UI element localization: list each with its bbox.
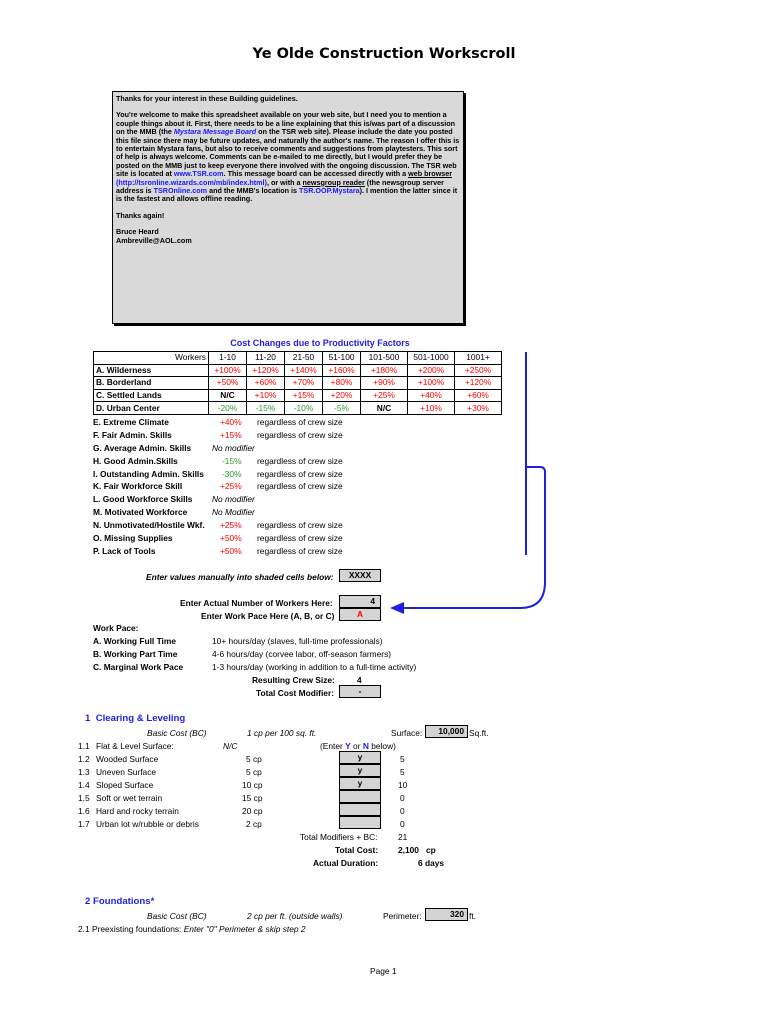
item-yn-input[interactable] <box>339 790 381 803</box>
modifier-value: +50% <box>220 546 242 556</box>
column-header: 101-500 <box>361 352 408 365</box>
modifier-label: I. Outstanding Admin. Skills <box>93 469 204 479</box>
pace-option-desc: 1-3 hours/day (working in addition to a full-time activity) <box>212 662 417 672</box>
web-browser-link[interactable]: web browser <box>408 169 453 179</box>
item-number: 1.5 <box>78 793 90 803</box>
cell: +60% <box>455 389 502 402</box>
cell: +160% <box>323 364 361 377</box>
modifier-note: regardless of crew size <box>257 430 343 440</box>
basic-cost-value: 2 cp per ft. (outside walls) <box>247 911 343 921</box>
productivity-heading: Cost Changes due to Productivity Factors <box>230 338 410 348</box>
modifier-value: No modifier <box>212 494 255 504</box>
item-label: Sloped Surface <box>96 780 154 790</box>
cell: +100% <box>408 377 455 390</box>
duration-value: 6 days <box>418 858 445 868</box>
item-yn-input[interactable] <box>339 816 381 829</box>
note-body: You're welcome to make this spreadsheet available on your web site, but I need you to mention a couple things about it. First, there needs to be a line explaining that this is/was part of a discussion on the MMB (the Mystara Message Board on the TSR web site). Please include the date you posted this file since there may be future updates, and naturally the author's name. The reason I offer this is to entertain Mystara fans, but also to receive comments and suggestions from playtesters. This sort of help is always welcome. Comments can be e-mailed to me directly, but I would prefer they be posted on the MMB just to keep everyone there involved with the ongoing discussion. The TSR web site is located at www.TSR.com. This message board can be accessed directly with a web browser (http://tsronline.wizards.com/mb/index.html), or with a newsgroup reader (the newsgroup server address is TSROnline.com and the MMB's location is TSR.OOP.Mystara). I mention the latter since it is the fastest and allows offline reading. <box>116 110 460 204</box>
column-header: 501-1000 <box>408 352 455 365</box>
surface-label: Surface: <box>391 728 423 738</box>
cell: +40% <box>408 389 455 402</box>
cell: N/C <box>209 389 247 402</box>
modifier-value: No Modifier <box>212 507 255 517</box>
item-number: 1.4 <box>78 780 90 790</box>
column-header: 21-50 <box>285 352 323 365</box>
crew-size-label: Resulting Crew Size: <box>252 675 335 685</box>
item-label: Hard and rocky terrain <box>96 806 179 816</box>
item-number: 1.2 <box>78 754 90 764</box>
item-number: 1.3 <box>78 767 90 777</box>
modifier-value: +15% <box>220 430 242 440</box>
total-modifiers-label: Total Modifiers + BC: <box>300 832 378 842</box>
modifier-note: regardless of crew size <box>257 417 343 427</box>
item-yn-input[interactable]: y <box>339 764 381 777</box>
crew-size-value: 4 <box>357 675 362 685</box>
modifier-label: P. Lack of Tools <box>93 546 156 556</box>
cell: +120% <box>455 377 502 390</box>
basic-cost-value: 1 cp per 100 sq. ft. <box>247 728 317 738</box>
workers-input[interactable]: 4 <box>339 595 381 608</box>
cell: +120% <box>247 364 285 377</box>
modifier-label: M. Motivated Workforce <box>93 507 188 517</box>
item-result: 0 <box>400 793 405 803</box>
cell: +25% <box>361 389 408 402</box>
item-label: Uneven Surface <box>96 767 157 777</box>
cost-modifier-label: Total Cost Modifier: <box>256 688 335 698</box>
modifier-value: -15% <box>222 456 242 466</box>
pace-label: Enter Work Pace Here (A, B, or C) <box>201 611 335 621</box>
modifier-label: K. Fair Workforce Skill <box>93 481 183 491</box>
section-foundations-heading: 2 Foundations* <box>85 896 155 907</box>
modifier-value: +50% <box>220 533 242 543</box>
modifier-value: -30% <box>222 469 242 479</box>
total-cost-label: Total Cost: <box>335 845 379 855</box>
perimeter-unit: ft. <box>469 911 476 921</box>
item-result: 0 <box>400 819 405 829</box>
row-label: D. Urban Center <box>94 402 209 415</box>
item-label: Flat & Level Surface: <box>96 741 174 751</box>
modifier-value: +25% <box>220 520 242 530</box>
item-cost: 15 cp <box>242 793 263 803</box>
cell: -10% <box>285 402 323 415</box>
modifier-label: L. Good Workforce Skills <box>93 494 193 504</box>
cell: -5% <box>323 402 361 415</box>
modifier-note: regardless of crew size <box>257 520 343 530</box>
item-label: Urban lot w/rubble or debris <box>96 819 199 829</box>
total-modifiers-value: 21 <box>398 832 408 842</box>
cell: +200% <box>408 364 455 377</box>
cell: +60% <box>247 377 285 390</box>
perimeter-input[interactable]: 320 <box>425 908 468 921</box>
cell: +10% <box>408 402 455 415</box>
pace-option-desc: 10+ hours/day (slaves, full-time professionals) <box>212 636 383 646</box>
author-email[interactable]: Ambreville@AOL.com <box>116 235 192 245</box>
column-header: 1001+ <box>455 352 502 365</box>
surface-input[interactable]: 10,000 <box>425 725 468 738</box>
workers-label: Enter Actual Number of Workers Here: <box>180 598 333 608</box>
pace-input[interactable]: A <box>339 608 381 621</box>
cell: N/C <box>361 402 408 415</box>
cell: +30% <box>455 402 502 415</box>
item-result: 5 <box>400 754 405 764</box>
cell: -15% <box>247 402 285 415</box>
modifier-label: H. Good Admin.Skills <box>93 456 178 466</box>
work-pace-heading: Work Pace: <box>93 623 139 633</box>
sample-shaded-cell: XXXX <box>339 569 381 582</box>
cell: +100% <box>209 364 247 377</box>
modifier-label: G. Average Admin. Skills <box>93 443 192 453</box>
modifier-value: +25% <box>220 481 242 491</box>
item-label: Wooded Surface <box>96 754 159 764</box>
workers-header: Workers <box>94 352 209 365</box>
item-number: 1.1 <box>78 741 90 751</box>
item-result: 10 <box>398 780 408 790</box>
item-yn-input[interactable] <box>339 803 381 816</box>
item-cost: 2 cp <box>246 819 262 829</box>
modifier-note: regardless of crew size <box>257 456 343 466</box>
bracket-arrow-icon <box>380 350 550 620</box>
total-cost-value: 2,100 <box>398 845 419 855</box>
page-title: Ye Olde Construction Workscroll <box>252 46 516 62</box>
modifier-label: E. Extreme Climate <box>93 417 169 427</box>
pace-option-desc: 4-6 hours/day (corvee labor, off-season farmers) <box>212 649 392 659</box>
modifier-note: regardless of crew size <box>257 533 343 543</box>
column-header: 11-20 <box>247 352 285 365</box>
instruction-text: Enter values manually into shaded cells below: <box>146 572 334 582</box>
cost-modifier-value: - <box>339 685 381 698</box>
tsr-link[interactable]: www.TSR.com <box>173 169 224 179</box>
duration-label: Actual Duration: <box>313 858 379 868</box>
cell: +180% <box>361 364 408 377</box>
modifier-note: regardless of crew size <box>257 546 343 556</box>
message-board-url[interactable]: (http://tsronline.wizards.com/mb/index.html) <box>116 177 267 187</box>
perimeter-label: Perimeter: <box>383 911 422 921</box>
basic-cost-label: Basic Cost (BC) <box>147 728 207 738</box>
item-cost: 20 cp <box>242 806 263 816</box>
note-greeting: Thanks for your interest in these Building guidelines. <box>116 94 298 103</box>
newsgroup-reader-link[interactable]: newsgroup reader <box>302 177 365 187</box>
cell: +140% <box>285 364 323 377</box>
column-header: 1-10 <box>209 352 247 365</box>
item-cost: 5 cp <box>246 767 262 777</box>
column-header: 51-100 <box>323 352 361 365</box>
surface-unit: Sq.ft. <box>469 728 489 738</box>
modifier-label: O. Missing Supplies <box>93 533 173 543</box>
modifier-note: regardless of crew size <box>257 469 343 479</box>
basic-cost-label: Basic Cost (BC) <box>147 911 207 921</box>
pace-option-label: C. Marginal Work Pace <box>93 662 184 672</box>
cell: +20% <box>323 389 361 402</box>
page-number: Page 1 <box>370 966 397 976</box>
server-address[interactable]: TSROnline.com <box>153 186 208 196</box>
mmb-location[interactable]: TSR.OOP.Mystara <box>299 186 360 196</box>
author-name: Bruce Heard <box>116 227 159 237</box>
item-label: Soft or wet terrain <box>96 793 163 803</box>
item-yn-input[interactable]: y <box>339 777 381 790</box>
cell: -20% <box>209 402 247 415</box>
total-cost-unit: cp <box>426 845 436 855</box>
item-cost: N/C <box>223 741 238 751</box>
modifier-value: +40% <box>220 417 242 427</box>
note-thanks: Thanks again! <box>116 210 165 220</box>
section-clearing-heading: 1 Clearing & Leveling <box>85 713 186 724</box>
cell: +15% <box>285 389 323 402</box>
pace-option-label: A. Working Full Time <box>93 636 176 646</box>
modifier-label: N. Unmotivated/Hostile Wkf. <box>93 520 205 530</box>
cell: +80% <box>323 377 361 390</box>
mmb-link[interactable]: Mystara Message Board <box>173 127 257 137</box>
row-label: A. Wilderness <box>94 364 209 377</box>
item-result: 0 <box>400 806 405 816</box>
cell: +50% <box>209 377 247 390</box>
item-number: 1.7 <box>78 819 90 829</box>
item-yn-input[interactable]: y <box>339 751 381 764</box>
item-cost: 10 cp <box>242 780 263 790</box>
yn-instruction: (Enter Y or N below) <box>320 741 396 751</box>
modifier-label: F. Fair Admin. Skills <box>93 430 172 440</box>
note-signature <box>116 228 460 245</box>
author-note-box <box>112 91 464 324</box>
row-label: C. Settled Lands <box>94 389 209 402</box>
cell: +90% <box>361 377 408 390</box>
item-cost: 5 cp <box>246 754 262 764</box>
cell: +250% <box>455 364 502 377</box>
item-number: 1.6 <box>78 806 90 816</box>
pace-option-label: B. Working Part Time <box>93 649 178 659</box>
row-label: B. Borderland <box>94 377 209 390</box>
foundation-note: 2.1 Preexisting foundations: Enter "0" Perimeter & skip step 2 <box>78 924 306 934</box>
cell: +10% <box>247 389 285 402</box>
modifier-note: regardless of crew size <box>257 481 343 491</box>
item-result: 5 <box>400 767 405 777</box>
modifier-value: No modifier <box>212 443 255 453</box>
cell: +70% <box>285 377 323 390</box>
